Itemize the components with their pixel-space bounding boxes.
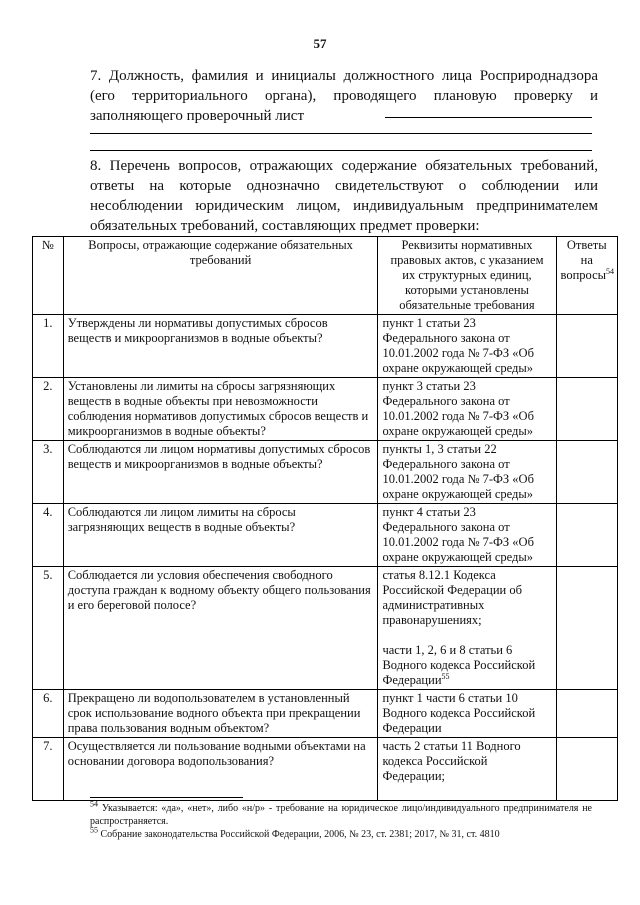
fill-line-3 xyxy=(90,150,592,151)
row-number: 6. xyxy=(33,690,64,738)
table-header-row xyxy=(33,237,618,315)
row-question: Установлены ли лимиты на сбросы загрязняющих веществ в водные объекты при невозможности соблюдения нормативов допустимых сбросов веществ и микроорганизмов в водные объекты? xyxy=(63,378,378,441)
row-question: Прекращено ли водопользователем в установленный срок использование водного объекта при прекращении права пользования водным объектом? xyxy=(63,690,378,738)
row-requisites-part-1: статья 8.12.1 Кодекса Российской Федерации об административных правонарушениях; xyxy=(382,568,522,627)
header-requisites: Реквизиты нормативных правовых актов, с указанием их структурных единиц, которыми установлены обязательные требования xyxy=(378,237,556,315)
spacer xyxy=(382,628,551,643)
requirements-table xyxy=(32,236,618,801)
row-requisites-part-2 xyxy=(382,643,551,688)
row-answer[interactable] xyxy=(556,504,618,567)
footnote-54 xyxy=(90,799,592,828)
table-row xyxy=(33,504,618,567)
section-7-text: 7. Должность, фамилия и инициалы должностного лица Росприроднадзора (его территориального органа), проводящего плановую проверку и заполняющего проверочный лист xyxy=(90,68,598,124)
table-row xyxy=(33,690,618,738)
footnote-text: Указывается: «да», «нет», либо «н/р» - требование на юридическое лицо/индивидуального предпринимателя не распространяется. xyxy=(90,803,592,827)
table-row xyxy=(33,315,618,378)
row-question: Соблюдается ли условия обеспечения свободного доступа граждан к водному объекту общего пользования и его береговой полосе? xyxy=(63,567,378,690)
page-number: 57 xyxy=(313,36,327,51)
row-answer[interactable] xyxy=(556,441,618,504)
table-row xyxy=(33,441,618,504)
footnote-ref-54: 54 xyxy=(606,266,615,276)
row-number: 5. xyxy=(33,567,64,690)
row-requisites: пункты 1, 3 статьи 22 Федерального закона от 10.01.2002 года № 7-ФЗ «Об охране окружающей среды» xyxy=(378,441,556,504)
fill-line-1 xyxy=(385,117,592,118)
row-answer[interactable] xyxy=(556,738,618,801)
row-requisites: часть 2 статьи 11 Водного кодекса Российской Федерации; xyxy=(378,738,556,801)
row-requisites: пункт 1 части 6 статьи 10 Водного кодекса Российской Федерации xyxy=(378,690,556,738)
row-question: Осуществляется ли пользование водными объектами на основании договора водопользования? xyxy=(63,738,378,801)
header-question: Вопросы, отражающие содержание обязательных требований xyxy=(63,237,378,315)
footnote-text: Собрание законодательства Российской Федерации, 2006, № 23, ст. 2381; 2017, № 31, ст. 4810 xyxy=(100,829,500,840)
row-answer[interactable] xyxy=(556,690,618,738)
row-requisites xyxy=(378,567,556,690)
footnotes xyxy=(90,799,592,841)
row-number: 1. xyxy=(33,315,64,378)
row-number: 2. xyxy=(33,378,64,441)
row-question: Соблюдаются ли лицом нормативы допустимых сбросов веществ и микроорганизмов в водные объекты? xyxy=(63,441,378,504)
footnote-ref-55: 55 xyxy=(441,671,450,681)
row-number: 7. xyxy=(33,738,64,801)
footnote-separator xyxy=(90,797,243,798)
row-requisites: пункт 1 статьи 23 Федерального закона от 10.01.2002 года № 7-ФЗ «Об охране окружающей среды» xyxy=(378,315,556,378)
footnote-mark: 54 xyxy=(90,799,98,809)
table-row xyxy=(33,567,618,690)
row-answer[interactable] xyxy=(556,315,618,378)
footnote-mark: 55 xyxy=(90,825,98,835)
row-requisites: пункт 3 статьи 23 Федерального закона от 10.01.2002 года № 7-ФЗ «Об охране окружающей среды» xyxy=(378,378,556,441)
row-question: Утверждены ли нормативы допустимых сбросов веществ и микроорганизмов в водные объекты? xyxy=(63,315,378,378)
row-answer[interactable] xyxy=(556,378,618,441)
footnote-55 xyxy=(90,825,592,841)
table-row xyxy=(33,378,618,441)
row-requisites: пункт 4 статьи 23 Федерального закона от 10.01.2002 года № 7-ФЗ «Об охране окружающей среды» xyxy=(378,504,556,567)
table-row xyxy=(33,738,618,801)
row-number: 3. xyxy=(33,441,64,504)
header-no: № xyxy=(33,237,64,315)
row-question: Соблюдаются ли лицом лимиты на сбросы загрязняющих веществ в водные объекты? xyxy=(63,504,378,567)
row-requisites-part-2-text: части 1, 2, 6 и 8 статьи 6 Водного кодекса Российской Федерации xyxy=(382,643,536,687)
row-number: 4. xyxy=(33,504,64,567)
row-answer[interactable] xyxy=(556,567,618,690)
fill-line-2 xyxy=(90,133,592,134)
header-answers-label: Ответы на вопросы xyxy=(560,238,607,282)
header-answers xyxy=(556,237,618,315)
section-8-text: 8. Перечень вопросов, отражающих содержание обязательных требований, ответы на которые однозначно свидетельствуют о соблюдении или несоблюдении юридическим лицом, индивидуальным предпринимателем обязательных требований, составляющих предмет проверки: xyxy=(90,158,598,234)
